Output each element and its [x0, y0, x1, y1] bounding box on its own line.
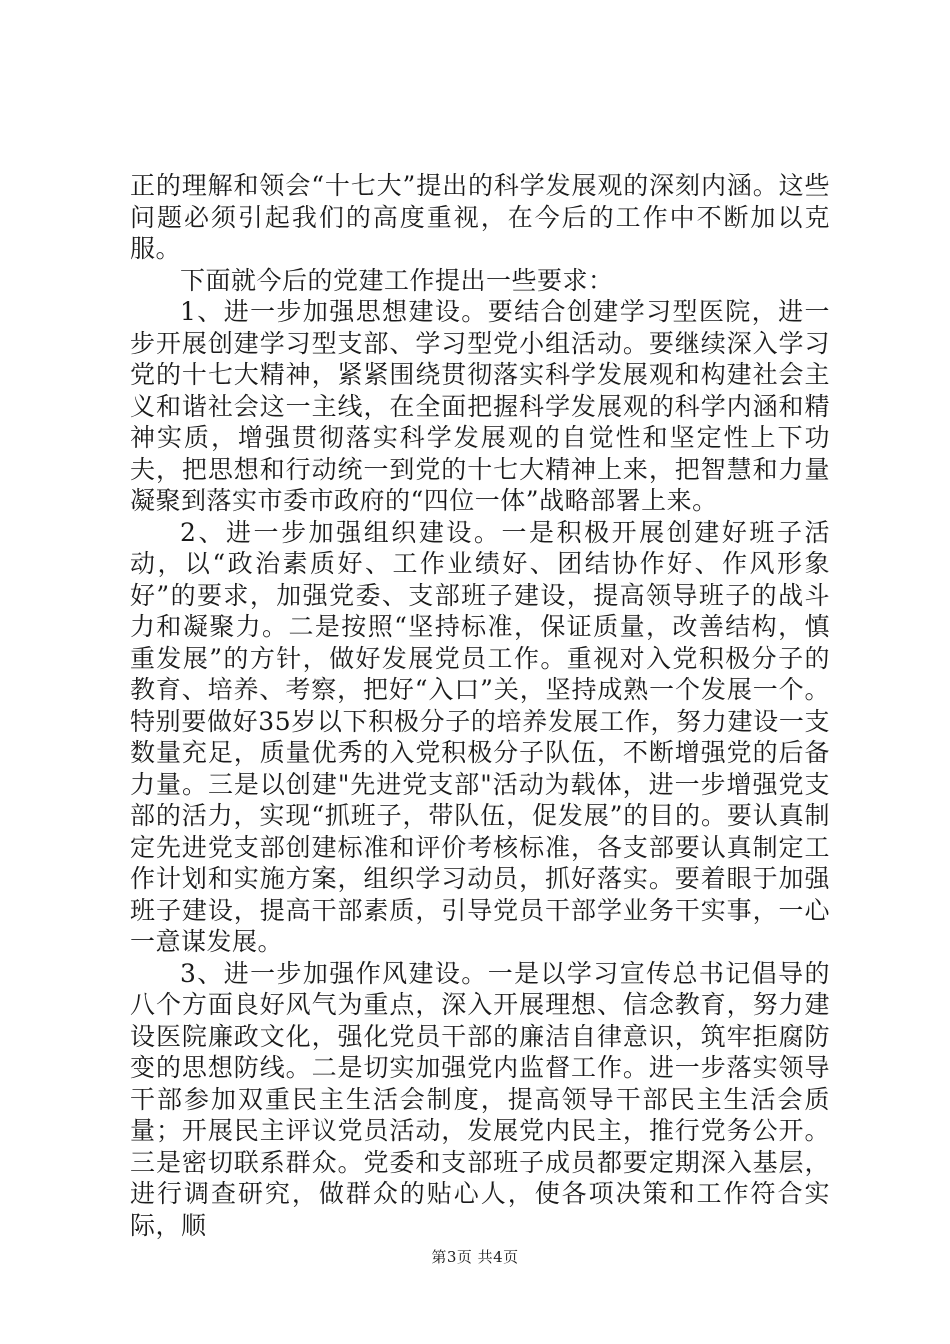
page-footer: 第3页 共4页: [431, 1248, 519, 1266]
paragraph-5: 3、进一步加强作风建设。一是以学习宣传总书记倡导的八个方面良好风气为重点，深入开展理想、信念教育，努力建设医院廉政文化，强化党员干部的廉洁自律意识，筑牢拒腐防变的思想防线。二是切实加强党内监督工作。进一步落实领导干部参加双重民主生活会制度，提高领导干部民主生活会质量；开展民主评议党员活动，发展党内民主，推行党务公开。三是密切联系群众。党委和支部班子成员都要定期深入基层，进行调查研究，做群众的贴心人，使各项决策和工作符合实际，顺: [130, 958, 830, 1240]
paragraph-1: 正的理解和领会“十七大”提出的科学发展观的深刻内涵。这些问题必须引起我们的高度重视，在今后的工作中不断加以克服。: [130, 171, 830, 263]
paragraph-4: 2、进一步加强组织建设。一是积极开展创建好班子活动，以“政治素质好、工作业绩好、团结协作好、作风形象好”的要求，加强党委、支部班子建设，提高领导班子的战斗力和凝聚力。二是按照“坚持标准，保证质量，改善结构，慎重发展”的方针，做好发展党员工作。重视对入党积极分子的教育、培养、考察，把好“入口”关，坚持成熟一个发展一个。特别要做好35岁以下积极分子的培养发展工作，努力建设一支数量充足，质量优秀的入党积极分子队伍，不断增强党的后备力量。三是以创建"先进党支部"活动为载体，进一步增强党支部的活力，实现“抓班子，带队伍，促发展”的目的。要认真制定先进党支部创建标准和评价考核标准，各支部要认真制定工作计划和实施方案，组织学习动员，抓好落实。要着眼于加强班子建设，提高干部素质，引导党员干部学业务干实事，一心一意谋发展。: [130, 517, 830, 956]
document-body: [130, 170, 830, 1241]
paragraph-2: 下面就今后的党建工作提出一些要求：: [180, 265, 614, 295]
paragraph-3: 1、进一步加强思想建设。要结合创建学习型医院，进一步开展创建学习型支部、学习型党小组活动。要继续深入学习党的十七大精神，紧紧围绕贯彻落实科学发展观和构建社会主义和谐社会这一主线，在全面把握科学发展观的科学内涵和精神实质，增强贯彻落实科学发展观的自觉性和坚定性上下功夫，把思想和行动统一到党的十七大精神上来，把智慧和力量凝聚到落实市委市政府的“四位一体”战略部署上来。: [130, 297, 830, 515]
